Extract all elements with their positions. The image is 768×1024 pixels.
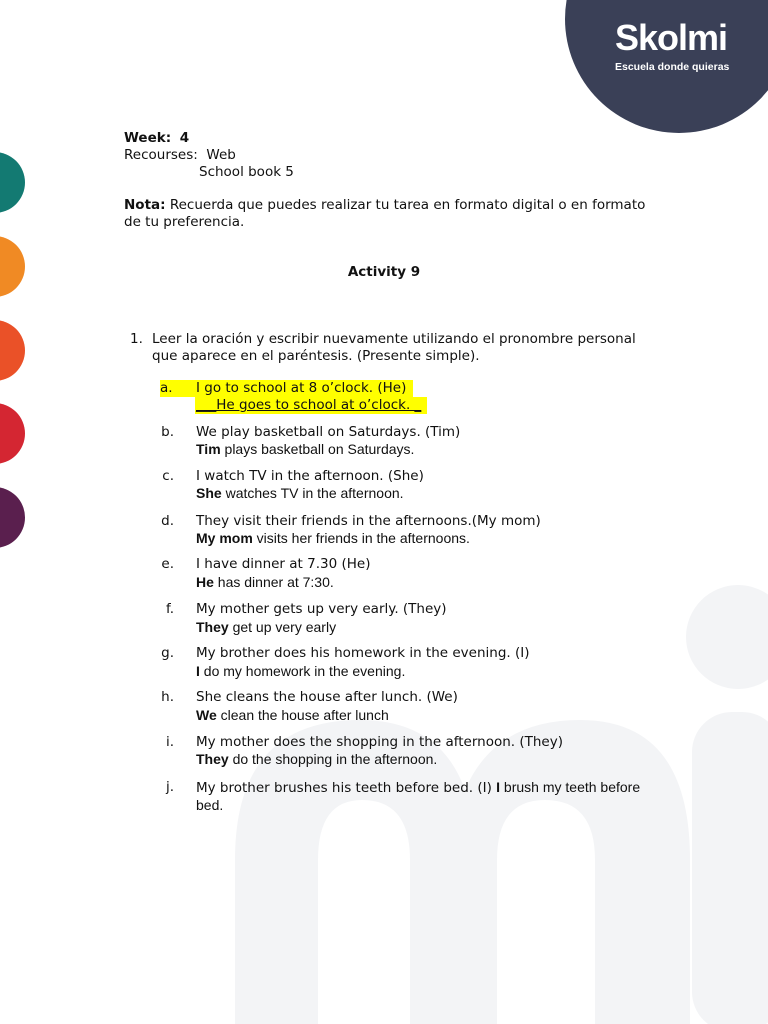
answer-text: get up very early <box>228 619 337 635</box>
answer-pronoun: My mom <box>196 530 253 546</box>
brand-logo: Skolmi <box>615 17 728 58</box>
answer-pronoun: Tim <box>196 441 221 457</box>
note-label: Nota: <box>124 197 166 213</box>
week-line <box>124 130 189 146</box>
week-value: 4 <box>179 130 190 146</box>
item-answer-g <box>196 663 405 679</box>
item-sentence-h: She cleans the house after lunch. (We) <box>196 689 458 705</box>
answer-pronoun: I <box>196 663 200 679</box>
brand-tagline: Escuela donde quieras <box>615 61 730 73</box>
item-sentence-a: I go to school at 8 o’clock. (He) <box>196 380 407 396</box>
item-answer-b <box>196 441 414 457</box>
answer-pronoun: We <box>196 707 217 723</box>
instruction-line-1: Leer la oración y escribir nuevamente utilizando el pronombre personal <box>152 331 636 347</box>
item-marker-e: e. <box>161 556 174 572</box>
item-sentence-f: My mother gets up very early. (They) <box>196 601 447 617</box>
answer-text: watches TV in the afternoon. <box>221 485 404 501</box>
item-sentence-j: My brother brushes his teeth before bed. (I) <box>196 780 497 796</box>
answer-text: plays basketball on Saturdays. <box>220 441 415 457</box>
note-text: Recuerda que puedes realizar tu tarea en formato digital o en formato <box>169 197 646 213</box>
activity-title: Activity 9 <box>347 264 421 280</box>
resource-web: Web <box>206 147 236 163</box>
resource-book: School book 5 <box>199 164 294 180</box>
item-sentence-c: I watch TV in the afternoon. (She) <box>196 468 424 484</box>
answer-text: do the shopping in the afternoon. <box>228 751 438 767</box>
item-sentence-e: I have dinner at 7.30 (He) <box>196 556 371 572</box>
answer-text: brush my teeth before <box>500 779 641 795</box>
item-sentence-g: My brother does his homework in the evening. (I) <box>196 645 530 661</box>
item-sentence-d: They visit their friends in the afternoons.(My mom) <box>196 513 541 529</box>
week-label: Week: <box>124 130 172 146</box>
answer-pronoun: He <box>196 574 214 590</box>
item-sentence-i: My mother does the shopping in the afternoon. (They) <box>196 734 563 750</box>
note-line-1 <box>124 197 645 213</box>
item-marker-a: a. <box>160 380 173 396</box>
item-answer-j-line-2: bed. <box>196 797 224 813</box>
item-answer-h <box>196 707 389 723</box>
item-answer-d <box>196 530 470 546</box>
item-sentence-b: We play basketball on Saturdays. (Tim) <box>196 424 461 440</box>
item-answer-a: ___He goes to school at o’clock. _ <box>196 397 422 413</box>
item-answer-c <box>196 485 404 501</box>
answer-text: do my homework in the evening. <box>199 663 406 679</box>
item-answer-j <box>496 779 640 795</box>
item-marker-g: g. <box>161 645 174 661</box>
item-answer-i <box>196 751 437 767</box>
item-marker-f: f. <box>165 601 174 617</box>
item-marker-d: d. <box>161 513 174 529</box>
item-marker-c: c. <box>162 468 174 484</box>
instruction-number: 1. <box>130 331 143 347</box>
item-marker-b: b. <box>161 424 174 440</box>
note-line-2: de tu preferencia. <box>124 214 245 230</box>
item-line-j <box>196 779 640 796</box>
resources-line <box>124 147 236 163</box>
answer-text: has dinner at 7:30. <box>213 574 334 590</box>
answer-text: clean the house after lunch <box>216 707 389 723</box>
answer-pronoun: They <box>196 619 229 635</box>
answer-text: visits her friends in the afternoons. <box>252 530 470 546</box>
answer-pronoun: I <box>496 779 501 795</box>
item-marker-i: i. <box>165 734 174 750</box>
item-answer-f <box>196 619 336 635</box>
item-answer-e <box>196 574 334 590</box>
answer-pronoun: She <box>196 485 222 501</box>
answer-pronoun: They <box>196 751 229 767</box>
item-marker-h: h. <box>161 689 174 705</box>
resources-label: Recourses: <box>124 147 198 163</box>
item-marker-j: j. <box>165 779 174 795</box>
instruction-line-2: que aparece en el paréntesis. (Presente simple). <box>152 348 480 364</box>
